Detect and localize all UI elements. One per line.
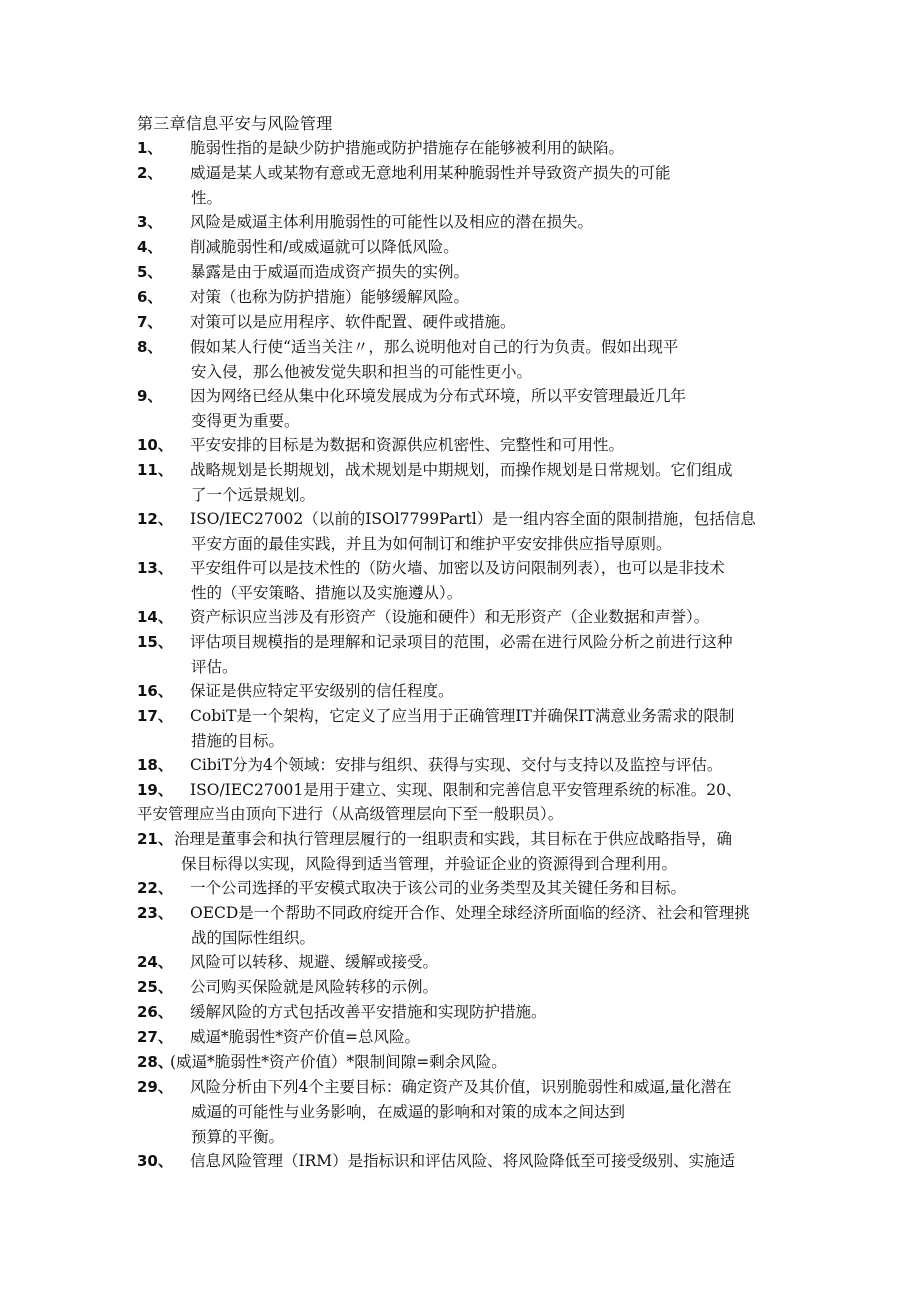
item-text: 治理是董事会和执行管理层履行的一组职责和实践，其目标在于供应战略指导，确 xyxy=(174,830,733,848)
item-number: 17、 xyxy=(137,707,173,725)
item-text-continued: 性。 xyxy=(191,189,223,207)
item-number: 29、 xyxy=(137,1078,173,1096)
item-text: 平安组件可以是技术性的（防火墙、加密以及访问限制列表），也可以是非技术 xyxy=(190,559,725,577)
item-text: 风险是威逼主体利用脆弱性的可能性以及相应的潜在损失。 xyxy=(190,213,594,231)
item-text-continued: 了一个远景规划。 xyxy=(191,486,316,504)
item-number: 28、 xyxy=(137,1053,173,1071)
item-number: 12、 xyxy=(137,510,173,528)
item-number: 24、 xyxy=(137,953,173,971)
item-text: 风险分析由下列4个主要目标：确定资产及其价值，识别脆弱性和威逼,量化潜在 xyxy=(190,1078,732,1096)
item-number: 21、 xyxy=(137,830,173,848)
item-text: 暴露是由于威逼而造成资产损失的实例。 xyxy=(190,263,470,281)
item-text-continued: 预算的平衡。 xyxy=(191,1128,285,1146)
item-number: 15、 xyxy=(137,633,173,651)
item-text: 对策可以是应用程序、软件配置、硬件或措施。 xyxy=(190,313,516,331)
item-number: 16、 xyxy=(137,682,173,700)
item-text: 威逼*脆弱性*资产价值=总风险。 xyxy=(190,1028,420,1046)
item-text-continued: 威逼的可能性与业务影响，在威逼的影响和对策的成本之间达到 xyxy=(191,1103,626,1121)
item-number: 8、 xyxy=(137,338,163,356)
item-text: 资产标识应当涉及有形资产（设施和硬件）和无形资产（企业数据和声誉）。 xyxy=(190,608,710,626)
item-number: 13、 xyxy=(137,559,173,577)
item-text: 保证是供应特定平安级别的信任程度。 xyxy=(190,682,454,700)
item-20-text: 平安管理应当由顶向下进行（从高级管理层向下至一般职员）。 xyxy=(137,805,564,823)
item-number: 30、 xyxy=(137,1152,173,1170)
item-text: 因为网络已经从集中化环境发展成为分布式环境，所以平安管理最近几年 xyxy=(190,387,687,405)
item-text: OECD是一个帮助不同政府绽开合作、处理全球经济所面临的经济、社会和管理挑 xyxy=(190,904,750,922)
item-text-continued: 安入侵，那么他被发觉失职和担当的可能性更小。 xyxy=(191,363,533,381)
item-text: (威逼*脆弱性*资产价值）*限制间隙=剩余风险。 xyxy=(170,1053,507,1071)
item-number: 27、 xyxy=(137,1028,173,1046)
item-number: 10、 xyxy=(137,436,173,454)
item-number: 26、 xyxy=(137,1003,173,1021)
item-text: 对策（也称为防护措施）能够缓解风险。 xyxy=(190,288,470,306)
item-number: 25、 xyxy=(137,978,173,996)
item-text: 威逼是某人或某物有意或无意地利用某种脆弱性并导致资产损失的可能 xyxy=(190,164,671,182)
item-text: 平安安排的目标是为数据和资源供应机密性、完整性和可用性。 xyxy=(190,436,625,454)
item-number: 18、 xyxy=(137,756,173,774)
item-number: 19、 xyxy=(137,781,173,799)
item-number: 9、 xyxy=(137,387,163,405)
item-number: 14、 xyxy=(137,608,173,626)
item-text: 信息风险管理（IRM）是指标识和评估风险、将风险降低至可接受级别、实施适 xyxy=(190,1152,736,1170)
item-number: 3、 xyxy=(137,213,163,231)
item-number: 2、 xyxy=(137,164,163,182)
item-number: 23、 xyxy=(137,904,173,922)
item-text: 假如某人行使“适当关注〃，那么说明他对自己的行为负责。假如出现平 xyxy=(190,338,679,356)
item-number: 4、 xyxy=(137,238,163,256)
item-text: CibiT分为4个领域：安排与组织、获得与实现、交付与支持以及监控与评估。 xyxy=(190,756,723,774)
item-number: 22、 xyxy=(137,879,173,897)
item-text-continued: 性的（平安策略、措施以及实施遵从）。 xyxy=(191,584,463,602)
item-number: 11、 xyxy=(137,461,173,479)
item-text: 风险可以转移、规避、缓解或接受。 xyxy=(190,953,439,971)
item-text: ISO/IEC27002（以前的ISOl7799Partl）是一组内容全面的限制措施，包括信息 xyxy=(190,510,756,528)
item-text-continued: 保目标得以实现，风险得到适当管理，并验证企业的资源得到合理利用。 xyxy=(181,855,678,873)
item-text: 缓解风险的方式包括改善平安措施和实现防护措施。 xyxy=(190,1003,547,1021)
item-text-continued: 平安方面的最佳实践，并且为如何制订和维护平安安排供应指导原则。 xyxy=(191,535,672,553)
item-text-continued: 评估。 xyxy=(191,658,238,676)
item-text: 削减脆弱性和/或威逼就可以降低风险。 xyxy=(190,238,459,256)
item-text-continued: 措施的目标。 xyxy=(191,732,285,750)
chapter-title: 第三章信息平安与风险管理 xyxy=(137,114,333,133)
item-text: CobiT是一个架构，它定义了应当用于正确管理IT并确保IT满意业务需求的限制 xyxy=(190,707,735,725)
item-text: 评估项目规模指的是理解和记录项目的范围，必需在进行风险分析之前进行这种 xyxy=(190,633,733,651)
item-text: 战略规划是长期规划，战术规划是中期规划，而操作规划是日常规划。它们组成 xyxy=(190,461,733,479)
item-number: 5、 xyxy=(137,263,163,281)
item-text: 一个公司选择的平安模式取决于该公司的业务类型及其关键任务和目标。 xyxy=(190,879,687,897)
item-number: 6、 xyxy=(137,288,163,306)
item-text: 公司购买保险就是风险转移的示例。 xyxy=(190,978,439,996)
item-text-continued: 战的国际性组织。 xyxy=(191,929,316,947)
item-number: 1、 xyxy=(137,139,163,157)
item-number: 7、 xyxy=(137,313,163,331)
item-text-continued: 变得更为重要。 xyxy=(191,412,300,430)
item-text: ISO/IEC27001是用于建立、实现、限制和完善信息平安管理系统的标准。20、 xyxy=(190,781,742,799)
item-text: 脆弱性指的是缺少防护措施或防护措施存在能够被利用的缺陷。 xyxy=(190,139,625,157)
